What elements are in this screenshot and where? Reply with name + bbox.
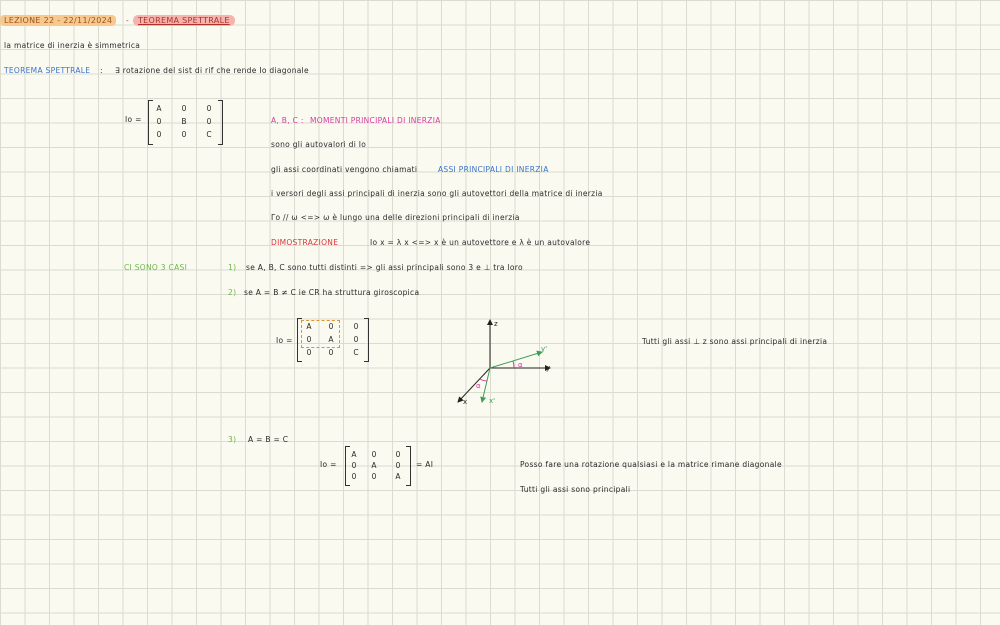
- matrix2-cell: 0: [353, 335, 359, 344]
- versors-note: i versori degli assi principali di inerzia sono gli autovettori della matrice di inerzia: [271, 189, 603, 198]
- perpendicular-axes-note: Tutti gli assi ⊥ z sono assi principali di inerzia: [642, 337, 828, 346]
- matrix3: [345, 446, 411, 486]
- matrix1-cell: 0: [181, 130, 187, 139]
- matrix2: [297, 318, 369, 362]
- matrix3-cell: A: [371, 461, 377, 470]
- alpha-arc-x: [480, 379, 487, 381]
- case1-text: se A, B, C sono tutti distinti => gli assi principali sono 3 e ⊥ tra loro: [246, 263, 523, 272]
- theorem-colon: :: [100, 66, 103, 75]
- case2-text: se A = B ≠ C ie CR ha struttura giroscopica: [244, 288, 420, 297]
- matrix1-lhs: Io =: [125, 115, 142, 124]
- matrix3-cell: 0: [351, 472, 357, 481]
- header-separator: -: [126, 16, 130, 25]
- matrix1-cell: 0: [206, 117, 212, 126]
- rotation-axes-diagram: [450, 312, 560, 412]
- y-prime-label: y': [541, 345, 548, 353]
- theorem-statement: ∃ rotazione del sist di rif che rende Io diagonale: [115, 66, 309, 75]
- principal-axes-label: ASSI PRINCIPALI DI INERZIA: [438, 165, 549, 174]
- matrix1-cell: 0: [181, 104, 187, 113]
- matrix3-cell: 0: [371, 450, 377, 459]
- theorem-label: TEOREMA SPETTRALE: [4, 66, 91, 75]
- matrix1-cell: A: [156, 104, 162, 113]
- matrix3-cell: 0: [395, 461, 401, 470]
- matrix2-cell: 0: [328, 322, 334, 331]
- matrix2-lhs: Io =: [276, 336, 293, 345]
- matrix1-cell: 0: [156, 130, 162, 139]
- note-line-symmetric: la matrice di inerzia è simmetrica: [4, 41, 141, 50]
- y-prime-axis: [490, 352, 542, 368]
- all-principal-note: Tutti gli assi sono principali: [520, 485, 631, 494]
- matrix1-cell: 0: [156, 117, 162, 126]
- x-axis: [458, 368, 490, 402]
- case1-number: 1): [228, 263, 237, 272]
- gamma-relation: Γo // ω <=> ω è lungo una delle direzioni principali di inerzia: [271, 213, 520, 222]
- alpha-label-y: α: [518, 361, 523, 369]
- z-label: z: [494, 320, 498, 328]
- alpha-label-x: α: [476, 382, 481, 390]
- case3-text: A = B = C: [248, 435, 289, 444]
- matrix1-cell: B: [181, 117, 187, 126]
- matrix3-rhs: = AI: [416, 460, 434, 469]
- matrix3-lhs: Io =: [320, 460, 337, 469]
- matrix1-right-bracket: [218, 100, 223, 145]
- matrix2-cell: 0: [306, 335, 312, 344]
- matrix2-cell: 0: [306, 348, 312, 357]
- lesson-title: LEZIONE 22 - 22/11/2024: [0, 15, 116, 26]
- matrix2-cell: A: [306, 322, 312, 331]
- matrix2-right-bracket: [364, 318, 369, 362]
- matrix1-cell: C: [206, 130, 212, 139]
- matrix3-cell: A: [395, 472, 401, 481]
- abc-label: A, B, C :: [271, 116, 304, 125]
- principal-moments-label: MOMENTI PRINCIPALI DI INERZIA: [310, 116, 441, 125]
- matrix1-cell: 0: [206, 104, 212, 113]
- x-prime-label: x': [489, 397, 496, 405]
- rotation-note: Posso fare una rotazione qualsiasi e la matrice rimane diagonale: [520, 460, 782, 469]
- matrix3-cell: 0: [351, 461, 357, 470]
- eigenvalues-note: sono gli autovalori di Io: [271, 140, 367, 149]
- x-label: x: [463, 398, 468, 406]
- matrix3-cell: A: [351, 450, 357, 459]
- matrix2-cell: 0: [328, 348, 334, 357]
- y-label: y: [546, 364, 551, 372]
- axes-note-prefix: gli assi coordinati vengono chiamati: [271, 165, 418, 174]
- matrix2-cell: 0: [353, 322, 359, 331]
- matrix3-right-bracket: [406, 446, 411, 486]
- matrix2-cell: A: [328, 335, 334, 344]
- matrix2-cell: C: [353, 348, 359, 357]
- cases-label: CI SONO 3 CASI: [124, 263, 188, 272]
- matrix3-cell: 0: [395, 450, 401, 459]
- matrix1: [148, 100, 223, 145]
- matrix3-cell: 0: [371, 472, 377, 481]
- topic-title: TEOREMA SPETTRALE: [133, 15, 235, 26]
- alpha-arc-y: [513, 361, 514, 368]
- demonstration-label: DIMOSTRAZIONE: [271, 238, 339, 247]
- case3-number: 3): [228, 435, 237, 444]
- case2-number: 2): [228, 288, 237, 297]
- demonstration-text: Io x = λ x <=> x è un autovettore e λ è un autovalore: [370, 238, 591, 247]
